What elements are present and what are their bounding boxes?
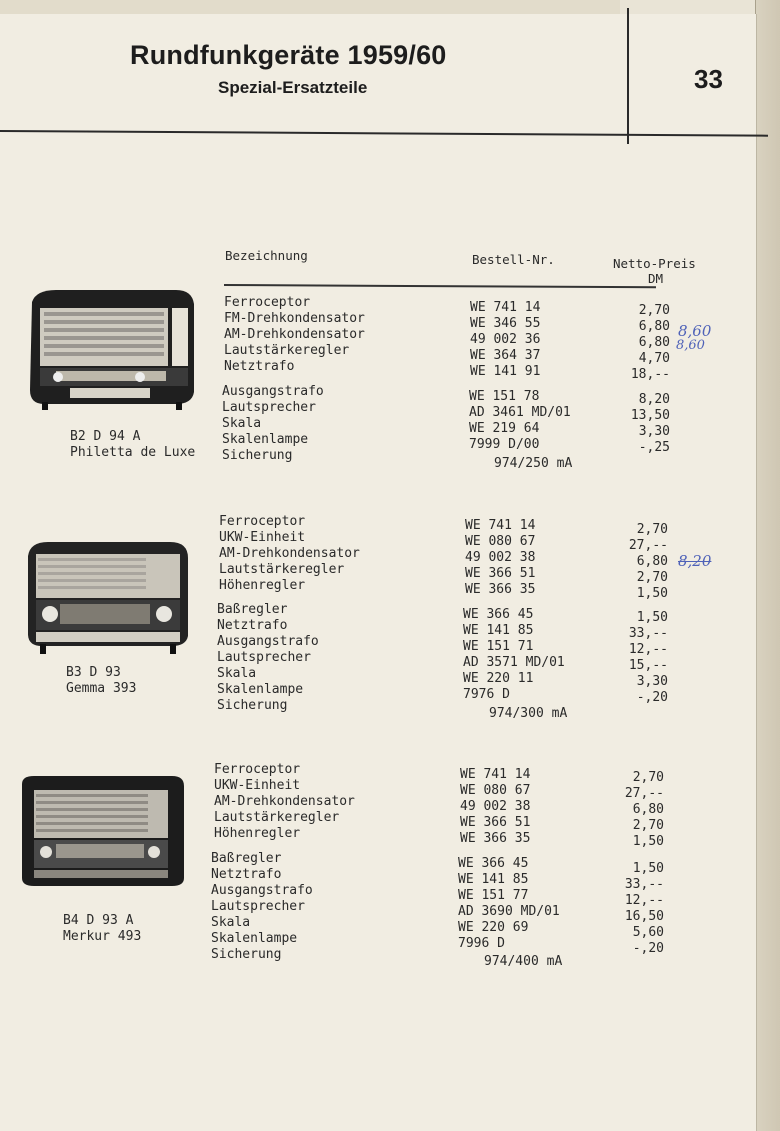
price: 12,--	[628, 642, 668, 657]
part-name: Skala	[217, 666, 257, 681]
order-number: WE 080 67	[465, 534, 536, 549]
price: -,20	[636, 690, 668, 705]
part-name: Baßregler	[211, 851, 282, 866]
price: 16,50	[624, 909, 664, 924]
handwritten-price-note-3: 8,20	[678, 552, 712, 570]
part-name: Ausgangstrafo	[222, 384, 324, 399]
part-name: FM-Drehkondensator	[224, 311, 365, 326]
part-name: Ferroceptor	[224, 295, 311, 310]
parts-list-2a	[219, 514, 360, 594]
part-name: Sicherung	[222, 448, 293, 463]
model-code-2: B3 D 93	[66, 665, 121, 680]
order-numbers-1b	[469, 389, 571, 453]
prices-1b	[596, 392, 670, 456]
price: 6,80	[636, 554, 668, 569]
order-number: WE 366 51	[460, 815, 531, 830]
order-number: WE 366 45	[463, 607, 534, 622]
prices-2b	[594, 610, 668, 706]
price: 27,--	[628, 538, 668, 553]
order-number: 7976 D	[463, 687, 510, 702]
order-number: 49 002 36	[470, 332, 541, 347]
part-name: Sicherung	[211, 947, 282, 962]
column-header-currency: DM	[648, 271, 664, 286]
column-header-order-number: Bestell-Nr.	[472, 252, 555, 267]
price: 13,50	[630, 408, 670, 423]
order-number: WE 151 71	[463, 639, 534, 654]
order-numbers-2b	[463, 607, 565, 703]
radio-image-gemma	[24, 540, 192, 656]
price: 2,70	[636, 522, 668, 537]
price: 1,50	[632, 861, 664, 876]
order-numbers-2a	[465, 518, 535, 598]
price: 2,70	[632, 770, 664, 785]
order-number: AD 3461 MD/01	[469, 405, 571, 420]
parts-list-1a	[224, 295, 365, 375]
part-name: AM-Drehkondensator	[224, 327, 365, 342]
price: 15,--	[628, 658, 668, 673]
price: -,20	[632, 941, 664, 956]
order-number: WE 141 85	[458, 872, 529, 887]
price: 8,20	[638, 392, 670, 407]
price: 18,--	[630, 367, 670, 382]
price: -,25	[638, 440, 670, 455]
order-number: WE 366 35	[465, 582, 536, 597]
radio-image-philetta	[26, 288, 198, 412]
parts-list-2b	[217, 602, 319, 714]
price: 5,60	[632, 925, 664, 940]
part-name: Lautsprecher	[211, 899, 305, 914]
part-name: Skala	[211, 915, 251, 930]
model-code-1: B2 D 94 A	[70, 429, 141, 444]
page-subtitle: Spezial-Ersatzteile	[218, 78, 368, 97]
price: 6,80	[632, 802, 664, 817]
order-numbers-3a	[460, 767, 530, 847]
order-number: WE 080 67	[460, 783, 531, 798]
page-title: Rundfunkgeräte 1959/60	[130, 40, 447, 70]
price: 6,80	[638, 335, 670, 350]
price: 2,70	[638, 303, 670, 318]
order-number: WE 219 64	[469, 421, 540, 436]
prices-3a	[590, 770, 664, 850]
prices-2a	[594, 522, 668, 602]
part-name: Höhenregler	[219, 578, 306, 593]
part-name: Höhenregler	[214, 826, 301, 841]
part-name: UKW-Einheit	[214, 778, 301, 793]
model-name-1: Philetta de Luxe	[70, 445, 196, 460]
part-name: Skalenlampe	[211, 931, 298, 946]
price: 33,--	[624, 877, 664, 892]
order-number: WE 741 14	[465, 518, 536, 533]
parts-list-3a	[214, 762, 355, 842]
part-name: Netztrafo	[211, 867, 282, 882]
price: 12,--	[624, 893, 664, 908]
price: 2,70	[636, 570, 668, 585]
part-name: Netztrafo	[224, 359, 295, 374]
column-header-net-price: Netto-Preis	[613, 256, 696, 271]
price: 1,50	[636, 586, 668, 601]
order-number: 49 002 38	[460, 799, 531, 814]
order-number: WE 141 85	[463, 623, 534, 638]
prices-3b	[590, 861, 664, 957]
order-number: 7999 D/00	[469, 437, 540, 452]
order-number: AD 3690 MD/01	[458, 904, 560, 919]
price: 4,70	[638, 351, 670, 366]
page-number: 33	[694, 64, 723, 94]
order-number: WE 366 35	[460, 831, 531, 846]
part-name: Skala	[222, 416, 262, 431]
price: 1,50	[632, 834, 664, 849]
part-name: Sicherung	[217, 698, 288, 713]
model-code-3: B4 D 93 A	[63, 913, 134, 928]
part-name: AM-Drehkondensator	[219, 546, 360, 561]
order-numbers-3b	[458, 856, 560, 952]
part-name: Skalenlampe	[222, 432, 309, 447]
order-number: WE 741 14	[470, 300, 541, 315]
part-name: Netztrafo	[217, 618, 288, 633]
part-name: Lautstärkeregler	[224, 343, 350, 358]
part-name: Ferroceptor	[214, 762, 301, 777]
order-number: WE 141 91	[470, 364, 541, 379]
order-number: WE 220 11	[463, 671, 534, 686]
handwritten-price-note-1: 8,60	[678, 322, 712, 340]
fuse-spec-2: 974/300 mA	[489, 706, 568, 721]
order-number: WE 151 77	[458, 888, 529, 903]
price: 3,30	[636, 674, 668, 689]
fuse-spec-3: 974/400 mA	[484, 954, 563, 969]
next-page-edge-right	[755, 0, 780, 1131]
price: 1,50	[636, 610, 668, 625]
order-number: WE 366 45	[458, 856, 529, 871]
order-number: 7996 D	[458, 936, 505, 951]
handwritten-price-note-2: 8,60	[676, 338, 705, 353]
part-name: AM-Drehkondensator	[214, 794, 355, 809]
fuse-spec-1: 974/250 mA	[494, 456, 573, 471]
price: 6,80	[638, 319, 670, 334]
order-number: WE 741 14	[460, 767, 531, 782]
order-number: AD 3571 MD/01	[463, 655, 565, 670]
part-name: Lautstärkeregler	[219, 562, 345, 577]
price: 2,70	[632, 818, 664, 833]
order-numbers-1a	[470, 300, 540, 380]
model-name-3: Merkur 493	[63, 929, 142, 944]
header-divider-vertical	[627, 8, 629, 144]
part-name: Ausgangstrafo	[217, 634, 319, 649]
order-number: WE 220 69	[458, 920, 529, 935]
order-number: 49 002 38	[465, 550, 536, 565]
order-number: WE 346 55	[470, 316, 541, 331]
column-header-designation: Bezeichnung	[225, 248, 308, 263]
part-name: Lautstärkeregler	[214, 810, 340, 825]
radio-image-merkur	[20, 774, 188, 892]
prices-1a	[596, 303, 670, 383]
parts-list-3b	[211, 851, 313, 963]
part-name: Baßregler	[217, 602, 288, 617]
part-name: Lautsprecher	[217, 650, 311, 665]
model-name-2: Gemma 393	[66, 681, 137, 696]
parts-list-1b	[222, 384, 324, 464]
part-name: Ausgangstrafo	[211, 883, 313, 898]
part-name: Ferroceptor	[219, 514, 306, 529]
price: 33,--	[628, 626, 668, 641]
price: 3,30	[638, 424, 670, 439]
order-number: WE 364 37	[470, 348, 541, 363]
price: 27,--	[624, 786, 664, 801]
order-number: WE 151 78	[469, 389, 540, 404]
order-number: WE 366 51	[465, 566, 536, 581]
part-name: Lautsprecher	[222, 400, 316, 415]
part-name: Skalenlampe	[217, 682, 304, 697]
part-name: UKW-Einheit	[219, 530, 306, 545]
